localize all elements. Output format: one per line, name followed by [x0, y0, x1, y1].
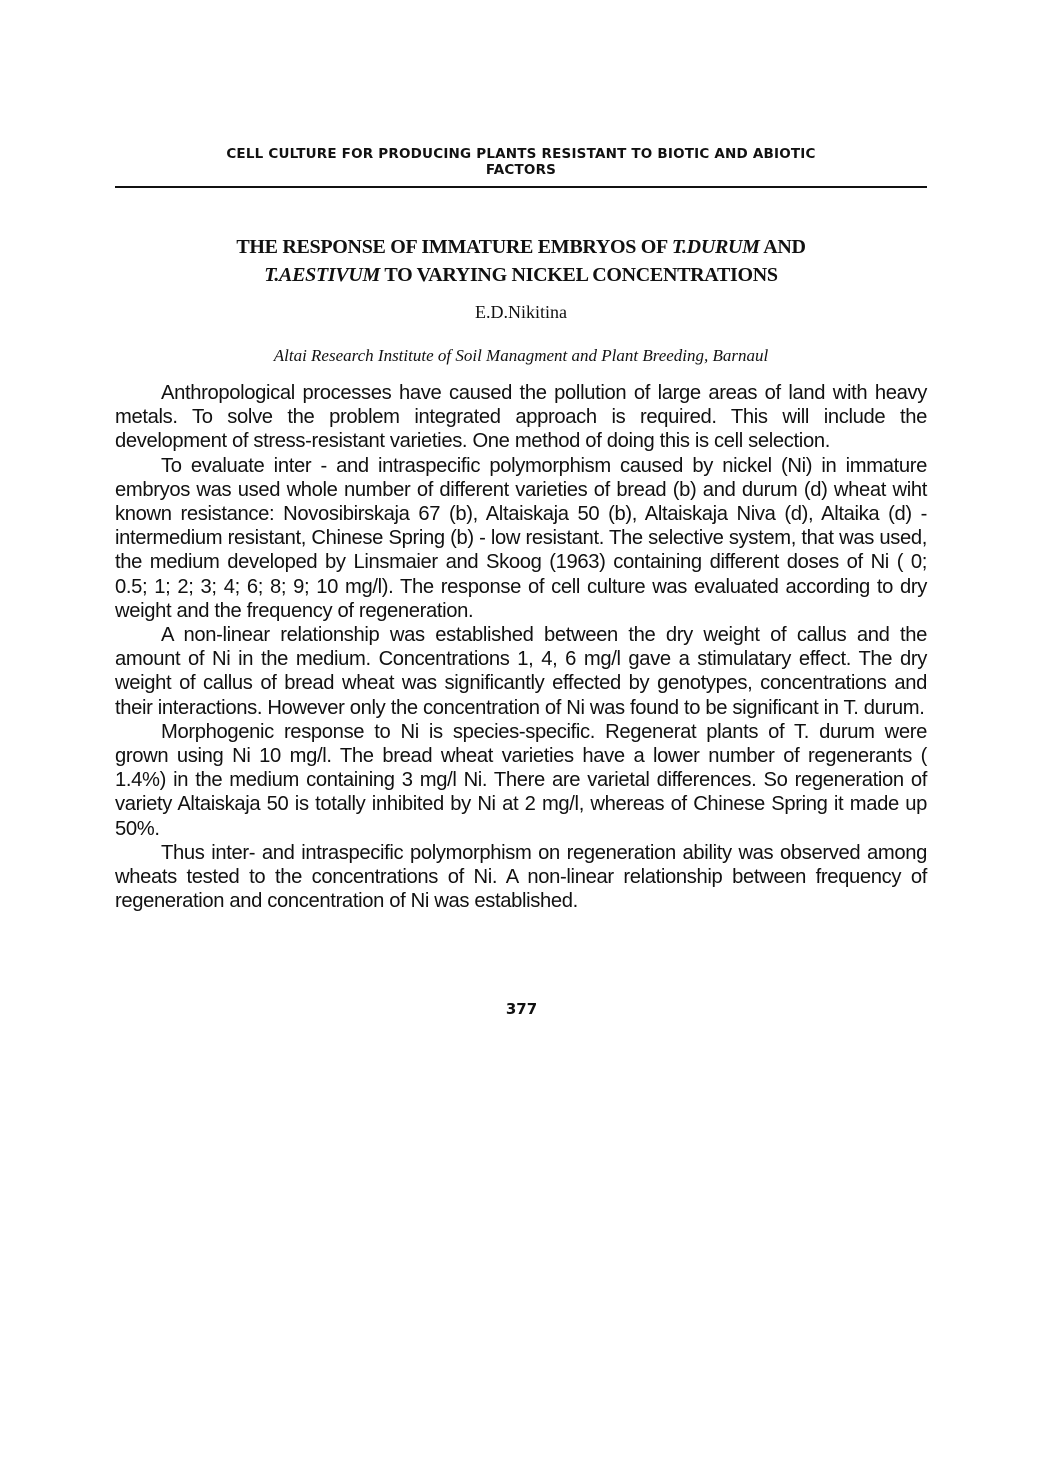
header-rule: [115, 186, 927, 188]
title-text-3: TO VARYING NICKEL CONCENTRATIONS: [380, 264, 778, 286]
paragraph-1: Anthropological processes have caused the pollution of large areas of land with heavy metals. To solve the problem integrated approach is required. This will include the development of stress-resistant varieties. One method of doing this is cell selection.: [115, 382, 927, 453]
running-header-line-1: CELL CULTURE FOR PRODUCING PLANTS RESISTANT TO BIOTIC AND ABIOTIC: [226, 146, 816, 162]
author-name: E.D.Nikitina: [475, 302, 567, 322]
article-body: [115, 381, 927, 913]
title-species-durum: T.DURUM: [671, 236, 760, 258]
running-header-line-2: FACTORS: [485, 162, 557, 178]
paragraph-5: Thus inter- and intraspecific polymorphism on regeneration ability was observed among wheats tested to the concentrations of Ni. A non-linear relationship between frequency of regeneration and concentration of Ni was established.: [115, 841, 927, 913]
page-number: 377: [505, 1000, 538, 1018]
paragraph-4: Morphogenic response to Ni is species-specific. Regenerat plants of T. durum were grown using Ni 10 mg/l. The bread wheat varieties have a lower number of regenerants ( 1.4%) in the medium containing 3 mg/l Ni. There are varietal differences. So regeneration of variety Altaiskaja 50 is totally inhibited by Ni at 2 mg/l, whereas of Chinese Spring it made up 50%.: [115, 720, 927, 840]
paragraph-3: A non-linear relationship was established between the dry weight of callus and the amount of Ni in the medium. Concentrations 1, 4, 6 mg/l gave a stimulatary effect. The dry weight of callus of bread wheat was significantly effected by genotypes, concentrations and their interactions. However only the concentration of Ni was found to be significant in T. durum.: [115, 624, 927, 719]
article-title: [140, 233, 902, 289]
author-affiliation: Altai Research Institute of Soil Managment and Plant Breeding, Barnaul: [273, 346, 769, 365]
title-text-2: AND: [759, 236, 806, 258]
paragraph-2: To evaluate inter - and intraspecific polymorphism caused by nickel (Ni) in immature embryos was used whole number of different varieties of bread (b) and durum (d) wheat wiht known resistance: Novosibirskaja 67 (b), Altaiskaja 50 (b), Altaiskaja Niva (d), Altaika (d) - intermedium resistant, Chinese Spring (b) - low resistant. The selective system, that was used, the medium developed by Linsmaier and Skoog (1963) containing different doses of Ni ( 0; 0.5; 1; 2; 3; 4; 6; 8; 9; 10 mg/l). The response of cell culture was evaluated according to dry weight and the frequency of regeneration.: [115, 454, 927, 622]
running-header: [115, 146, 927, 178]
title-species-aestivum: T.AESTIVUM: [264, 264, 381, 286]
title-text-1: THE RESPONSE OF IMMATURE EMBRYOS OF: [236, 236, 672, 258]
